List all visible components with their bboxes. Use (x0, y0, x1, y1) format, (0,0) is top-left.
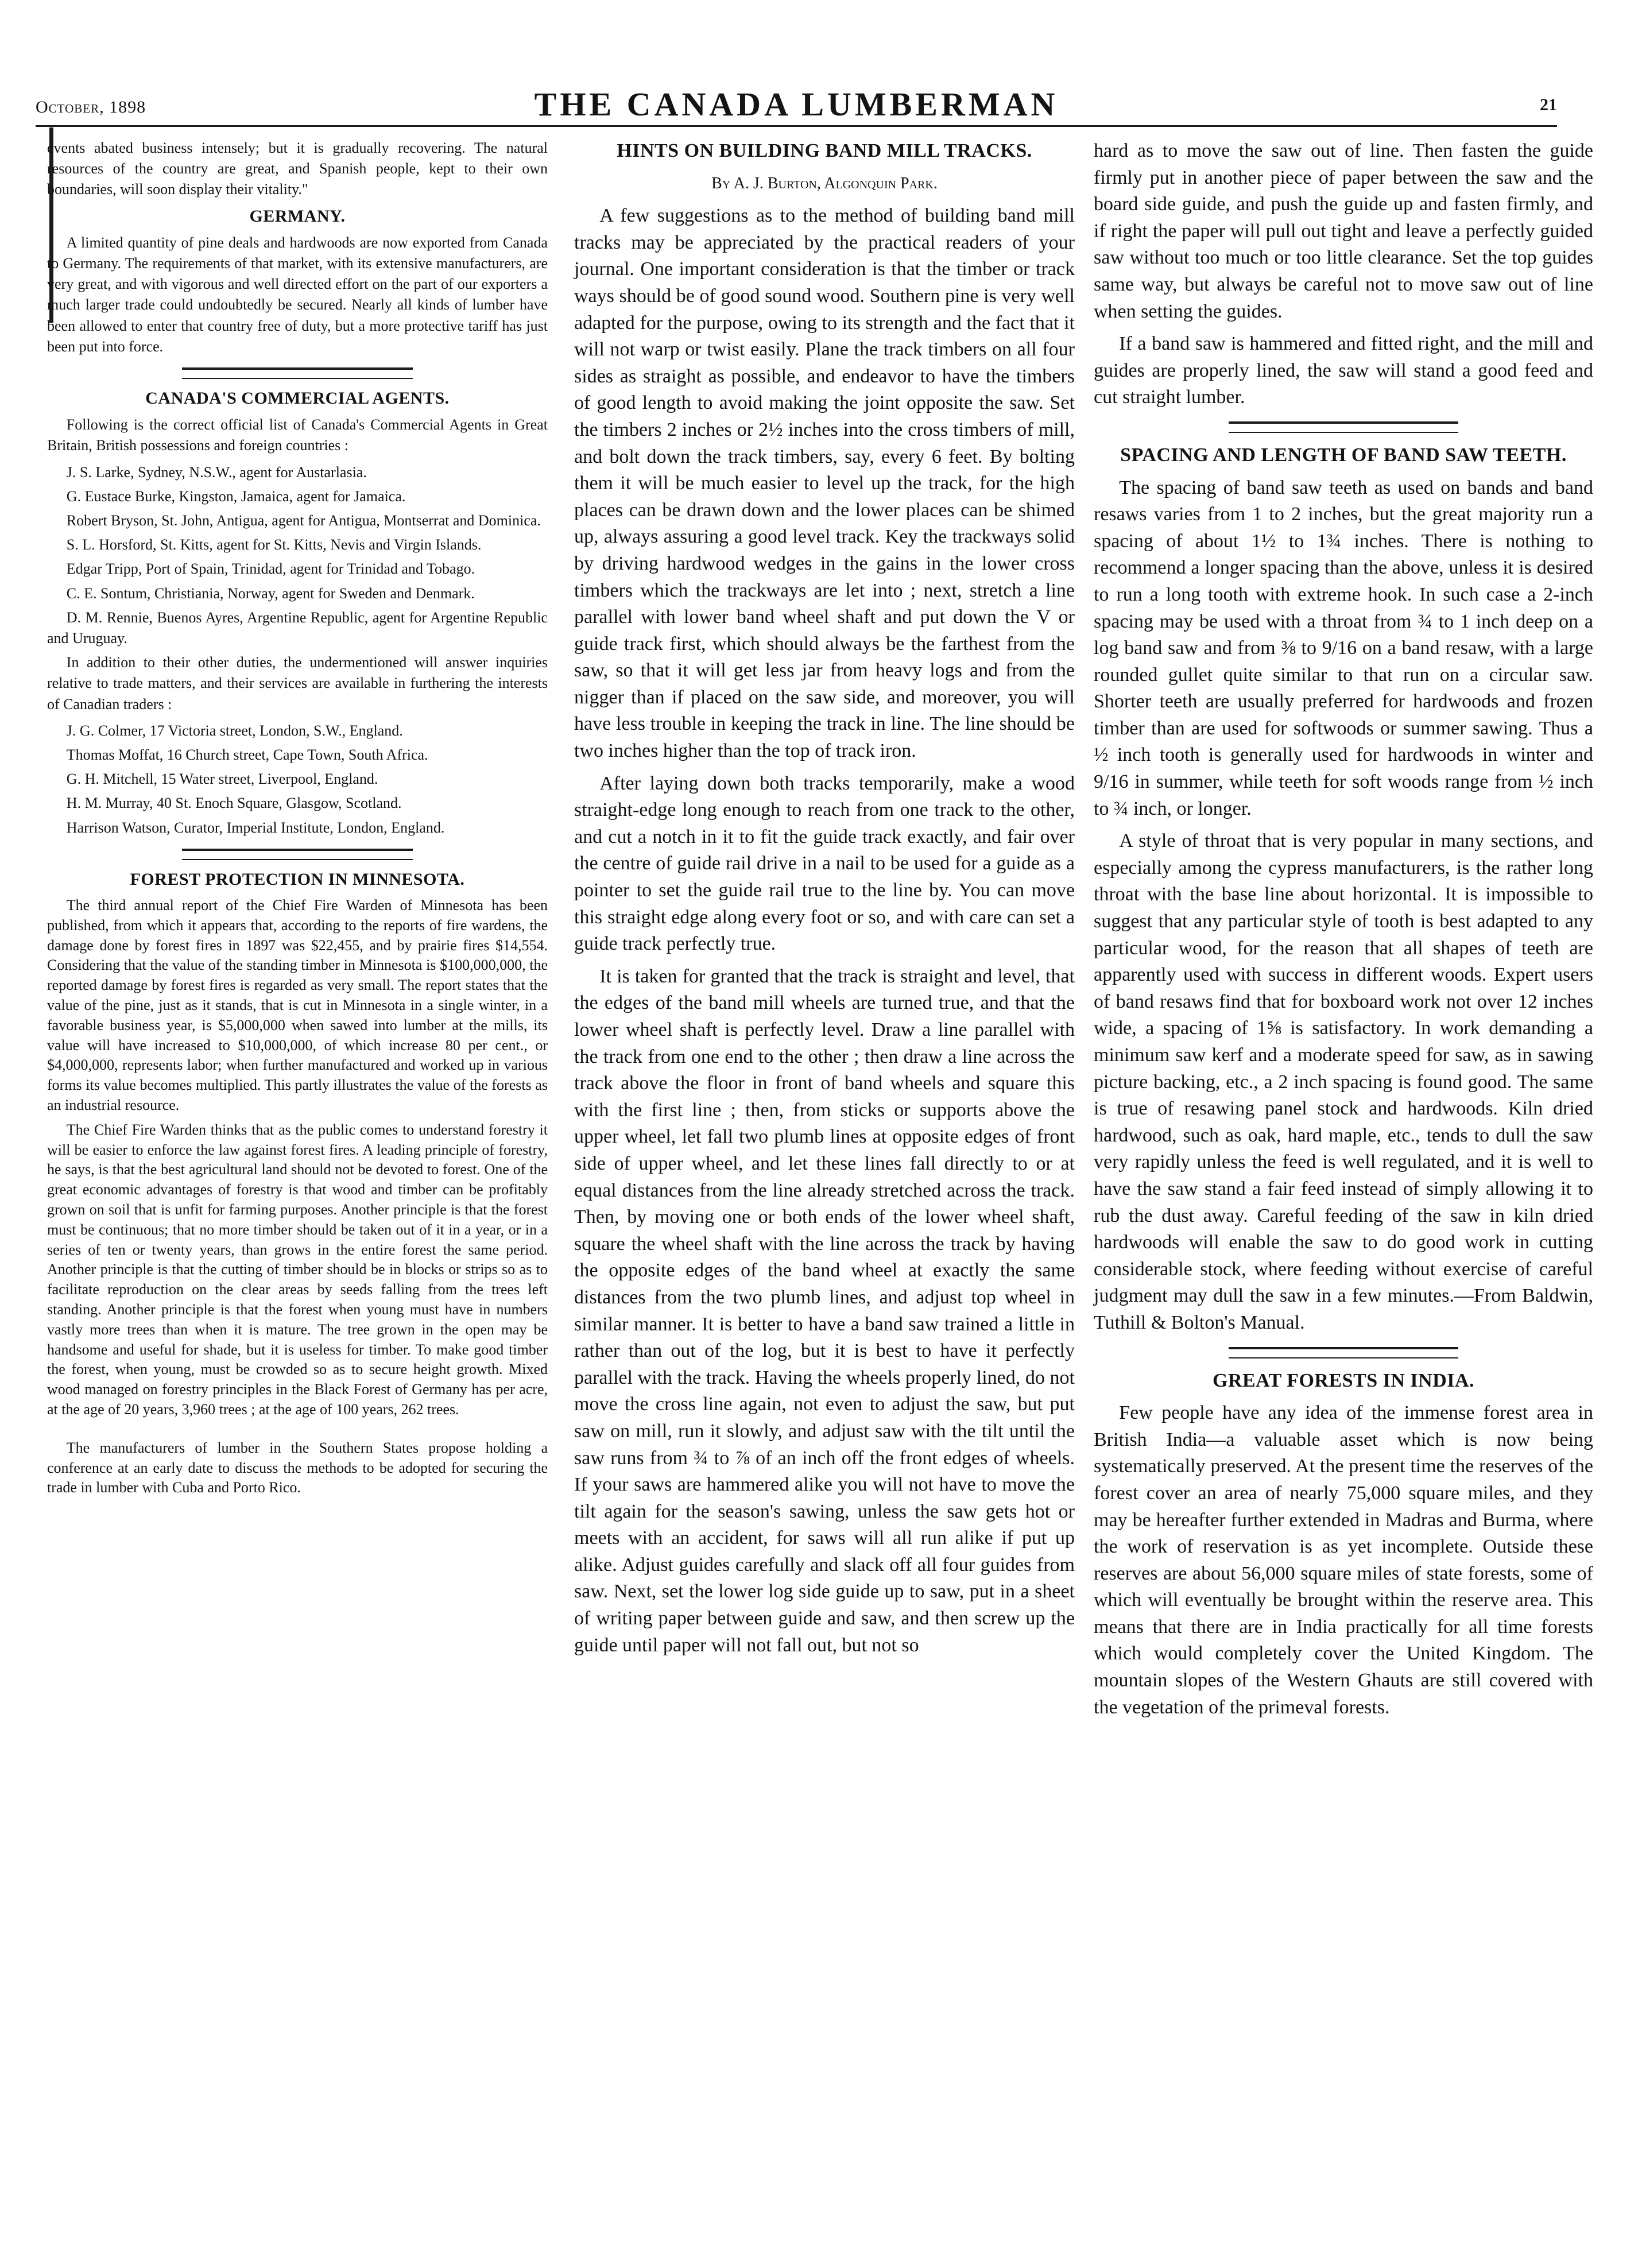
band-mill-paragraph-3: It is taken for granted that the track is straight and level, that the edges of the band mill wheels are turned true, and that the lower wheel shaft is perfectly level. Draw a line parallel with the track from one end to the other ; then draw a line across the track above the floor in front of band wheels and square this with the first line ; then, from sticks or supports above the upper wheel, let fall two plumb lines at opposite edges of front side of upper wheel, and let these lines fall directly to or at equal distances from the line already stretched across the track. Then, by moving one or both ends of the lower wheel shaft, square the wheel shaft with the line across the track by having the opposite edges of the band wheel at exactly the same distances from the two plumb lines, and adjust top wheel in similar manner. It is better to have a band saw trained a little in rather than out of the log, but it is best to have it perfectly parallel with the track. Having the wheels properly lined, do not move the cross line again, not even to adjust the saw, but put saw on mill, run it slowly, and adjust saw with the tilt until the saw runs from ¾ to ⅞ of an inch off the front edges of wheels. If your saws are hammered alike you will not have to move the tilt again for the season's sawing, unless the saw gets hot or meets with an accident, for saws will all run alike if put up alike. Adjust guides carefully and slack off all four guides from saw. Next, set the lower log side guide up to saw, put in a sheet of writing paper between guide and saw, and then screw up the guide until paper will not fall out, but not so (574, 965, 1075, 1656)
trader-entry: H. M. Murray, 40 St. Enoch Square, Glasgow, Scotland. (66, 795, 402, 812)
india-forests-heading: GREAT FORESTS IN INDIA. (1212, 1369, 1475, 1391)
issue-date: October, 1898 (36, 98, 146, 117)
forest-paragraph-2: The Chief Fire Warden thinks that as the public comes to understand forestry it will be easier to enforce the law against forest fires. A leading principle of forestry, he says, is that the best agricultural land should not be devoted to forest. One of the great economic advantages of forestry is that wood and timber can be profitably grown on soil that is unfit for farming purposes. Another principle is that the forest must be continuous; that no more timber should be taken out of it in a year, or in a series of ten or twenty years, than grows in the entire forest the same period. Another principle is that the cutting of timber should be in blocks or strips so as to facilitate reproduction on the clear areas by seeds falling from the trees left standing. Another principle is that the forest when young must have in numbers vastly more trees than when it is mature. The tree grown in the open may be handsome and useful for shade, but it is useless for timber. To make good timber the forest, when young, must be crowded so as to secure height growth. Mixed wood managed on forestry principles in the Black Forest of Germany has per acre, at the age of 20 years, 3,960 trees ; at the age of 100 years, 262 trees. (47, 1121, 548, 1418)
column-3 (1094, 138, 1593, 1727)
germany-paragraph: A limited quantity of pine deals and hardwoods are now exported from Canada to Germany. The requirements of that market, with its extensive manufacturers, are very great, and with vigorous and well directed effort on the part of our exporters a much larger trade could undoubtedly be secured. Nearly all kinds of lumber have been allowed to enter that country free of duty, but a more protective tariff has just been put into force. (47, 234, 548, 355)
band-mill-continued-1: hard as to move the saw out of line. Then fasten the guide firmly put in another piece of paper between the saw and the board side guide, and push the guide up and fasten firmly, and if right the paper will pull out tight and leave a perfectly guided saw without too much or too little clearance. Set the top guides same way, but always be careful not to move saw out of line when setting the guides. (1094, 140, 1593, 322)
band-mill-continued-2: If a band saw is hammered and fitted right, and the mill and guides are properly lined, the saw will stand a good feed and cut straight lumber. (1094, 333, 1593, 408)
section-rule (1229, 1347, 1458, 1359)
byline: By A. J. Burton, Algonquin Park. (711, 174, 938, 192)
intro-paragraph: events abated business intensely; but it is gradually recovering. The natural resources of the country are great, and Spanish people, kept to their own boundaries, will soon display their vitality." (47, 140, 548, 198)
india-forests-paragraph: Few people have any idea of the immense forest area in British India—a valuable asset which is now being systematically preserved. At the present time the reserves of the forest cover an area of nearly 75,000 square miles, and they may be hereafter further extended in Madras and Burma, where the work of reservation is as yet incomplete. Outside these reserves are about 56,000 square miles of state forests, some of which will eventually be brought within the reserve area. This means that there are in India practically for all time forests which would completely cover the United Kingdom. The mountain slopes of the Western Ghauts are still covered with the vegetation of the primeval forests. (1094, 1402, 1593, 1718)
spacer (47, 1425, 548, 1438)
agent-entry: J. S. Larke, Sydney, N.S.W., agent for Austarlasia. (66, 463, 367, 481)
newspaper-title: THE CANADA LUMBERMAN (534, 86, 1059, 123)
agent-entry: C. E. Sontum, Christiania, Norway, agent for Sweden and Denmark. (66, 585, 475, 602)
closing-paragraph: The manufacturers of lumber in the Southern States propose holding a conference at an early date to discuss the methods to be adopted for securing the trade in lumber with Cuba and Porto Rico. (47, 1439, 548, 1496)
agent-entry: Edgar Tripp, Port of Spain, Trinidad, agent for Trinidad and Tobago. (66, 560, 475, 578)
trader-entry: G. H. Mitchell, 15 Water street, Liverpool, England. (66, 771, 378, 788)
column-2 (574, 138, 1075, 1665)
forest-protection-body (47, 896, 548, 1498)
band-mill-paragraph-2: After laying down both tracks temporarily, make a wood straight-edge long enough to reach from one track to the other, and cut a notch in it to fit the guide track exactly, and fair over the centre of guide rail drive in a nail to be used for a guide as a pointer to set the guide rail true to the line by. You can move this straight edge along every foot or so, and with care can set a guide track perfectly true. (574, 772, 1075, 955)
agent-entry: S. L. Horsford, St. Kitts, agent for St. Kitts, Nevis and Virgin Islands. (66, 536, 482, 554)
band-mill-paragraph-1: A few suggestions as to the method of building band mill tracks may be appreciated by the practical readers of your journal. One important consideration is that the timber or track ways should be of good sound wood. Southern pine is very well adapted for the purpose, owing to its strength and the fact that it will not warp or twist easily. Plane the track timbers on all four sides as straight as possible, and endeavor to have the timbers of good length to avoid making the joint opposite the saw. Set the timbers 2 inches or 2½ inches into the cross timbers of mill, and bolt down the track timbers, say, every 6 feet. By bolting them it will be much easier to level up the track, for the high places can be drawn down and the lower places can be shimed up, always assuring a good level track. Key the trackways solid by driving hardwood wedges in the gains in the lower cross timbers which the trackways are let into ; next, stretch a line parallel with lower band wheel shaft and put down the V or guide track first, which should always be the farthest from the saw, so that it will get less jar from heavy logs and from the nigger than if placed on the saw side, and moreover, you will have less trouble in keeping the track in line. The line should be two inches higher than the top of track iron. (574, 205, 1075, 762)
forest-protection-heading: FOREST PROTECTION IN MINNESOTA. (130, 869, 465, 889)
agents-intro: Following is the correct official list of Canada's Commercial Agents in Great Britain, British possessions and foreign countries : (47, 416, 548, 454)
agent-entry: D. M. Rennie, Buenos Ayres, Argentine Republic, agent for Argentine Republic and Uruguay. (47, 609, 548, 647)
section-rule (1229, 421, 1458, 433)
saw-teeth-paragraph-1: The spacing of band saw teeth as used on bands and band resaws varies from 1 to 2 inches, but the great majority run a spacing of about 1½ to 1¾ inches. There is nothing to recommend a longer spacing than the above, unless it is desired to run a long tooth with extreme hook. In such case a 2-inch spacing may be used with a throat from ¾ to 1 inch deep on a log band saw and from ⅜ to 9/16 on a band resaw, with a large rounded gullet quite similar to that run on a circular saw. Shorter teeth are usually preferred for hardwoods and frozen timber than are used for softwoods or summer sawing. Thus a ½ inch tooth is generally used for hardwoods in winter and 9/16 in summer, while teeth for soft woods range from ½ inch to ¾ inch, or longer. (1094, 477, 1593, 819)
page-number: 21 (1540, 95, 1557, 114)
trader-entry: Harrison Watson, Curator, Imperial Institute, London, England. (66, 819, 445, 836)
trader-entry: Thomas Moffat, 16 Church street, Cape Town, South Africa. (66, 746, 428, 764)
traders-intro: In addition to their other duties, the undermentioned will answer inquiries relative to trade matters, and their services are available in furthering the interests of Canadian traders : (47, 654, 548, 713)
trader-entry: J. G. Colmer, 17 Victoria street, London, S.W., England. (66, 722, 403, 739)
agent-entry: G. Eustace Burke, Kingston, Jamaica, agent for Jamaica. (66, 487, 406, 505)
column-1 (47, 138, 548, 1503)
section-rule (182, 849, 412, 860)
forest-paragraph-1: The third annual report of the Chief Fire Warden of Minnesota has been published, from which it appears that, according to the reports of fire wardens, the damage done by forest fires in 1897 was $22,455, and by prairie fires $14,554. Considering that the value of the standing timber in Minnesota is $100,000,000, the reported damage by forest fires is regarded as very small. The report states that the value of the pine, just as it stands, that is cut in Minnesota in a single winter, in a favorable business year, is $5,000,000 when sawed into lumber at the mills, its value will have increased to $10,000,000, of which increase 80 per cent., or $4,000,000, represents labor; when further manufactured and worked up in various forms its value becomes multiplied. This partly illustrates the value of the forests as an industrial resource. (47, 897, 548, 1114)
saw-teeth-heading: SPACING AND LENGTH OF BAND SAW TEETH. (1120, 444, 1567, 466)
masthead (36, 85, 1557, 127)
germany-heading: GERMANY. (249, 206, 346, 226)
section-rule (182, 367, 412, 379)
agent-entry: Robert Bryson, St. John, Antigua, agent for Antigua, Montserrat and Dominica. (66, 512, 541, 529)
band-mill-heading: HINTS ON BUILDING BAND MILL TRACKS. (617, 140, 1032, 161)
agents-heading: CANADA'S COMMERCIAL AGENTS. (145, 389, 450, 408)
saw-teeth-paragraph-2: A style of throat that is very popular in many sections, and especially among the cypress manufacturers, is the rather long throat with the base line about horizontal. It is impossible to suggest that any particular style of tooth is best adapted to any particular wood, for the reason that all shapes of teeth are apparently used with success in different woods. Expert users of band resaws find that for boxboard work not over 12 inches wide, a spacing of 1⅝ is satisfactory. In work demanding a minimum saw kerf and a moderate speed for saw, as in sawing picture backing, etc., a 2 inch spacing is found good. The same is true of resawing panel stock and hardwoods. Kiln dried hardwood, such as oak, hard maple, etc., tends to dull the saw very rapidly unless the feed is well regulated, and it is well to have the saw stand a fair feed instead of simply allowing it to rub the dust away. Careful feeding of the saw in kiln dried hardwoods will enable the saw to do good work in cutting considerable stock, where feeding without exercise of careful judgment may dull the saw in a few minutes.—From Baldwin, Tuthill & Bolton's Manual. (1094, 830, 1593, 1333)
